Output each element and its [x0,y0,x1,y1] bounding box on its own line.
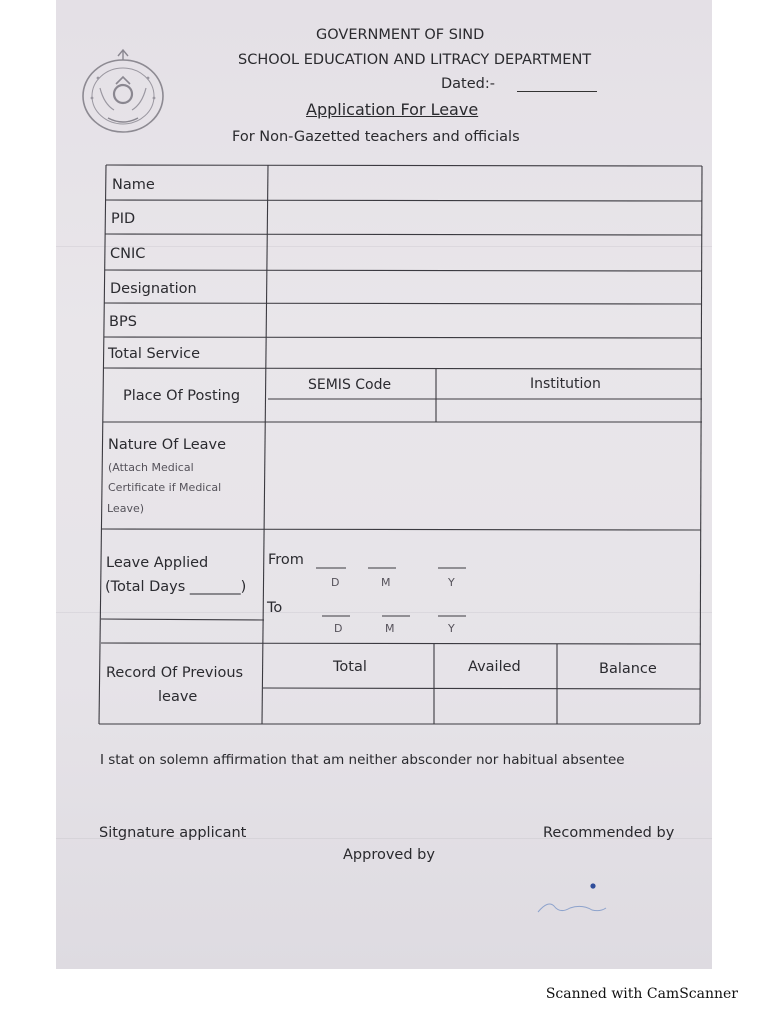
label-cnic: CNIC [110,246,146,262]
solemn-affirmation-statement: I stat on solemn affirmation that am neither absconder nor habitual absentee [100,752,625,768]
label-record-leave: leave [158,689,198,705]
from-year-label: Y [448,576,455,589]
camscanner-footer: Scanned with CamScanner [545,986,738,1002]
label-balance: Balance [599,661,657,677]
to-year-label: Y [448,622,455,635]
recommended-by-label: Recommended by [543,825,675,841]
label-semis-code: SEMIS Code [308,377,392,393]
to-day-label: D [334,622,343,635]
label-total: Total [333,659,367,675]
to-month-label: M [385,622,395,635]
label-designation: Designation [110,281,197,297]
header-government: GOVERNMENT OF SIND [316,27,485,43]
label-total-days: (Total Days _______) [105,579,247,595]
form-subtitle: For Non-Gazetted teachers and officials [232,129,520,145]
from-month-label: M [381,576,391,589]
label-pid: PID [111,211,136,227]
ink-scribble [530,860,620,920]
label-bps: BPS [109,314,137,330]
approved-by-label: Approved by [343,847,435,863]
signature-applicant-label: Sitgnature applicant [99,825,247,841]
label-nature-of-leave: Nature Of Leave [108,437,227,453]
label-record-previous-leave: Record Of Previous [106,665,244,681]
label-name: Name [112,177,155,193]
label-total-service: Total Service [108,346,201,362]
form-title: Application For Leave [306,100,479,119]
nature-note-line2: Certificate if Medical [108,481,222,494]
label-institution: Institution [530,376,601,392]
from-day-label: D [331,576,340,589]
label-from: From [268,552,304,568]
label-place-of-posting: Place Of Posting [123,388,241,404]
label-leave-applied: Leave Applied [106,555,209,571]
nature-note-line1: (Attach Medical [108,461,194,474]
dated-label: Dated:- [441,76,495,92]
nature-note-line3: Leave) [107,502,145,515]
header-department: SCHOOL EDUCATION AND LITRACY DEPARTMENT [238,52,592,68]
label-availed: Availed [468,659,521,675]
label-to: To [267,600,283,616]
